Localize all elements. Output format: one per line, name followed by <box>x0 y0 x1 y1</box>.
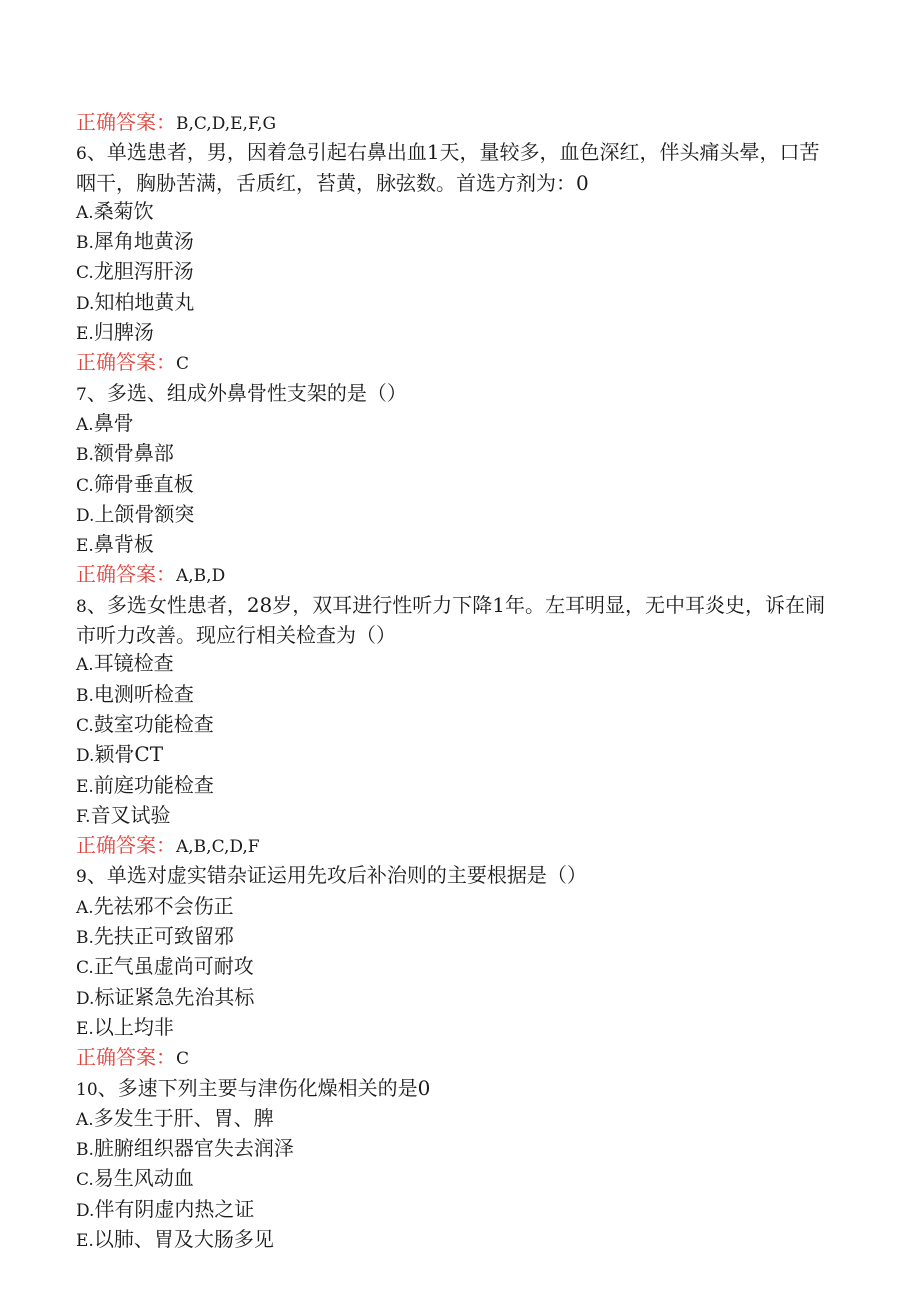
option-d <box>76 983 836 1013</box>
option-letter: D. <box>76 293 95 314</box>
question-text: 、单选患者，男，因着急引起右鼻出血1天，量较多，血色深红，伴头痛头晕，口苦咽干，胸胁苦满，舌质红，苔黄，脉弦数。首选方剂为：0 <box>76 140 820 195</box>
question-text: 、多选女性患者，28岁，双耳进行性听力下降1年。左耳明显，无中耳炎史，诉在闹市听力改善。现应行相关检查为（） <box>76 592 826 648</box>
answer-line <box>76 560 836 590</box>
option-text: 耳镜检查 <box>93 651 174 676</box>
option-text: 龙胆泻肝汤 <box>93 259 194 284</box>
option-c <box>76 952 836 982</box>
option-letter: E. <box>76 776 94 797</box>
option-letter: D. <box>76 1200 95 1221</box>
option-letter: A. <box>76 655 94 676</box>
option-b <box>76 680 836 710</box>
question-number: 10 <box>76 1079 98 1100</box>
answer-value: C <box>176 354 190 375</box>
option-text: 鼓室功能检查 <box>93 711 214 736</box>
option-e <box>76 1225 836 1255</box>
option-text: 正气虽虚尚可耐攻 <box>93 954 254 979</box>
option-d <box>76 500 836 530</box>
question-number: 7 <box>76 384 87 405</box>
option-letter: B. <box>76 928 94 949</box>
answer-line <box>76 108 836 138</box>
option-text: 标证紧急先治其标 <box>94 984 255 1009</box>
option-d <box>76 288 836 318</box>
option-letter: D. <box>76 505 95 526</box>
option-e <box>76 1013 836 1043</box>
option-c <box>76 257 836 287</box>
question-number: 8 <box>76 596 87 617</box>
option-a <box>76 892 836 922</box>
answer-line <box>76 348 836 378</box>
option-text: 前庭功能检查 <box>93 772 214 797</box>
question-text: 、多选、组成外鼻骨性支架的是（） <box>86 380 407 405</box>
option-text: 以上均非 <box>93 1014 174 1039</box>
option-letter: B. <box>76 233 94 254</box>
option-letter: C. <box>76 958 94 979</box>
question-stem <box>76 861 836 891</box>
option-text: 先祛邪不会伤正 <box>93 893 234 918</box>
answer-label: 正确答案： <box>76 1045 176 1070</box>
option-letter: C. <box>76 1170 94 1191</box>
option-b <box>76 227 836 257</box>
question-stem <box>76 1074 836 1104</box>
question-7 <box>76 379 836 591</box>
option-a <box>76 409 836 439</box>
option-letter: E. <box>76 1018 94 1039</box>
question-list <box>76 108 836 1255</box>
option-letter: B. <box>76 445 94 466</box>
option-c <box>76 1164 836 1194</box>
option-letter: A. <box>76 1109 94 1130</box>
option-letter: A. <box>76 414 94 435</box>
option-letter: C. <box>76 715 94 736</box>
option-c <box>76 710 836 740</box>
option-letter: B. <box>76 685 94 706</box>
option-text: 以肺、胃及大肠多见 <box>93 1226 274 1251</box>
answer-label: 正确答案： <box>76 562 176 587</box>
option-e <box>76 771 836 801</box>
option-text: 脏腑组织器官失去润泽 <box>93 1136 294 1161</box>
option-letter: E. <box>76 324 94 345</box>
option-text: 颖骨CT <box>94 742 164 767</box>
option-a <box>76 1104 836 1134</box>
question-text: 、多速下列主要与津伤化燥相关的是0 <box>97 1075 431 1100</box>
option-text: 犀角地黄汤 <box>93 229 194 254</box>
answer-value: A,B,C,D,F <box>176 837 260 858</box>
option-text: 归脾汤 <box>93 320 154 345</box>
question-6 <box>76 138 836 378</box>
option-a <box>76 649 836 679</box>
option-text: 筛骨垂直板 <box>93 471 194 496</box>
question-stem <box>76 138 836 197</box>
option-c <box>76 470 836 500</box>
question-stem <box>76 379 836 409</box>
option-letter: C. <box>76 475 94 496</box>
option-text: 鼻背板 <box>93 532 154 557</box>
option-letter: D. <box>76 988 95 1009</box>
question-number: 6 <box>76 144 87 165</box>
option-text: 伴有阴虚内热之证 <box>94 1196 255 1221</box>
answer-line <box>76 831 836 861</box>
option-text: 知柏地黄丸 <box>94 289 195 314</box>
question-10 <box>76 1074 836 1256</box>
option-d <box>76 1195 836 1225</box>
option-text: 鼻骨 <box>93 410 134 435</box>
option-text: 电测听检查 <box>93 681 194 706</box>
option-b <box>76 922 836 952</box>
option-a <box>76 197 836 227</box>
option-f <box>76 801 836 831</box>
option-letter: B. <box>76 1140 94 1161</box>
option-letter: E. <box>76 536 94 557</box>
answer-value: A,B,D <box>176 566 226 587</box>
option-text: 上颌骨额突 <box>94 501 195 526</box>
answer-label: 正确答案： <box>76 833 176 858</box>
option-e <box>76 318 836 348</box>
question-9 <box>76 861 836 1073</box>
option-text: 易生风动血 <box>93 1166 194 1191</box>
answer-line <box>76 1043 836 1073</box>
option-letter: C. <box>76 263 94 284</box>
option-letter: A. <box>76 897 94 918</box>
option-text: 先扶正可致留邪 <box>93 924 234 949</box>
option-e <box>76 530 836 560</box>
option-letter: A. <box>76 202 94 223</box>
option-text: 音叉试验 <box>90 802 171 827</box>
question-stem <box>76 591 836 650</box>
answer-value: B,C,D,E,F,G <box>176 114 277 134</box>
answer-value: C <box>176 1049 190 1070</box>
option-d <box>76 740 836 770</box>
answer-label: 正确答案： <box>76 350 176 375</box>
option-text: 桑菊饮 <box>93 198 154 223</box>
option-letter: D. <box>76 746 95 767</box>
answer-label: 正确答案： <box>76 110 176 134</box>
option-b <box>76 1134 836 1164</box>
option-letter: F. <box>76 806 91 827</box>
option-b <box>76 439 836 469</box>
option-text: 额骨鼻部 <box>93 441 174 466</box>
question-text: 、单选对虚实错杂证运用先攻后补治则的主要根据是（） <box>86 863 587 888</box>
question-number: 9 <box>76 867 87 888</box>
option-letter: E. <box>76 1230 94 1251</box>
question-8 <box>76 591 836 862</box>
option-text: 多发生于肝、胃、脾 <box>93 1105 274 1130</box>
